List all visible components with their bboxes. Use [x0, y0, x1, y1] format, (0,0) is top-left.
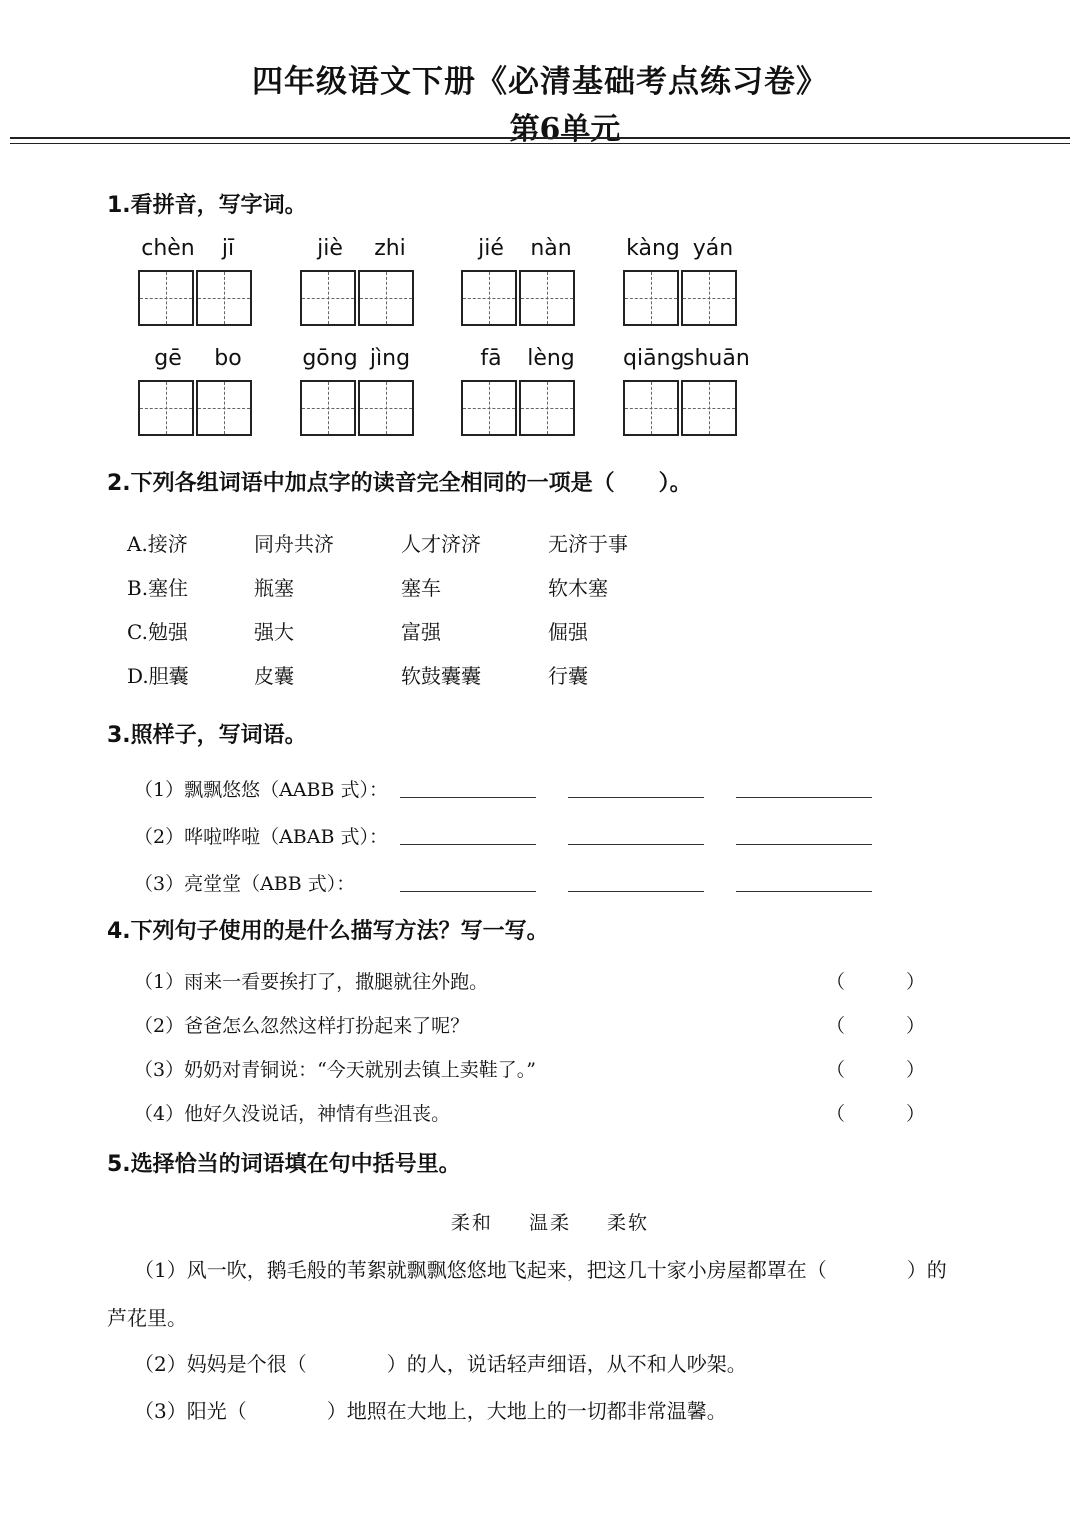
- q3-item: （3）亮堂堂（ABB 式）：: [134, 873, 356, 895]
- answer-blank[interactable]: [736, 891, 872, 892]
- pinyin: nàn: [530, 236, 572, 261]
- pinyin: yán: [692, 236, 734, 261]
- pinyin: zhi: [374, 236, 406, 261]
- pinyin: shuān: [683, 346, 750, 371]
- pinyin-grid: [138, 230, 778, 450]
- answer-blank[interactable]: [400, 844, 536, 845]
- word-bank: [0, 1208, 1080, 1235]
- answer-paren-close[interactable]: ）: [906, 971, 926, 993]
- answer-blank[interactable]: [568, 844, 704, 845]
- pinyin-group: [138, 230, 258, 326]
- answer-blank[interactable]: [400, 797, 536, 798]
- tianzige-box[interactable]: [196, 380, 252, 436]
- pinyin: gōng: [302, 346, 358, 371]
- tianzige-box[interactable]: [623, 270, 679, 326]
- tianzige-box[interactable]: [461, 380, 517, 436]
- option-word: D.胆囊: [127, 664, 189, 688]
- q3-item: （2）哗啦哗啦（ABAB 式）：: [134, 826, 388, 848]
- answer-blank[interactable]: [736, 797, 872, 798]
- option-row-d[interactable]: [127, 660, 827, 690]
- pinyin: fā: [480, 346, 502, 371]
- option-word: B.塞住: [127, 576, 189, 600]
- answer-paren-close[interactable]: ）: [906, 1103, 926, 1125]
- option-word: A.接济: [127, 532, 188, 556]
- tianzige-box[interactable]: [461, 270, 517, 326]
- option-word: 行囊: [548, 664, 588, 688]
- q4-item: （1）雨来一看要挨打了，撒腿就往外跑。: [134, 971, 489, 993]
- q4-item: （3）奶奶对青铜说：“今天就别去镇上卖鞋了。”: [134, 1059, 537, 1081]
- q4-item: （2）爸爸怎么忽然这样打扮起来了呢？: [134, 1015, 470, 1037]
- pinyin: kàng: [626, 236, 680, 261]
- pinyin: jī: [221, 236, 235, 261]
- answer-paren-close[interactable]: ）: [906, 1015, 926, 1037]
- answer-paren-open[interactable]: （: [826, 1103, 846, 1125]
- pinyin-group: [461, 230, 581, 326]
- header-rule-thick: [10, 137, 1070, 139]
- tianzige-box[interactable]: [300, 380, 356, 436]
- tianzige-box[interactable]: [138, 380, 194, 436]
- tianzige-box[interactable]: [681, 380, 737, 436]
- option-word: 无济于事: [548, 532, 628, 556]
- answer-paren-close[interactable]: ）: [906, 1059, 926, 1081]
- pinyin-group: [623, 340, 750, 436]
- answer-blank[interactable]: [736, 844, 872, 845]
- tianzige-box[interactable]: [358, 270, 414, 326]
- sentence-2: （2）妈妈是个很（ ）的人，说话轻声细语，从不和人吵架。: [134, 1352, 747, 1376]
- pinyin-group: [300, 230, 420, 326]
- pinyin: qiāng: [623, 346, 685, 371]
- tianzige-box[interactable]: [196, 270, 252, 326]
- q4-item: （4）他好久没说话，神情有些沮丧。: [134, 1103, 451, 1125]
- option-word: 同舟共济: [254, 532, 334, 556]
- pinyin-group: [461, 340, 581, 436]
- pinyin: jiè: [317, 236, 343, 261]
- option-word: 软木塞: [548, 576, 608, 600]
- answer-paren-open[interactable]: （: [826, 1015, 846, 1037]
- word-choice: 柔和: [450, 1212, 493, 1234]
- pinyin-group: [138, 340, 258, 436]
- option-word: C.勉强: [127, 620, 188, 644]
- pinyin: gē: [154, 346, 182, 371]
- answer-blank[interactable]: [568, 797, 704, 798]
- option-word: 皮囊: [254, 664, 294, 688]
- tianzige-box[interactable]: [138, 270, 194, 326]
- pinyin: jié: [478, 236, 504, 261]
- option-row-a[interactable]: [127, 528, 827, 558]
- word-choice: 柔软: [607, 1212, 650, 1234]
- answer-paren-open[interactable]: （: [826, 971, 846, 993]
- answer-paren-open[interactable]: （: [826, 1059, 846, 1081]
- pinyin: chèn: [141, 236, 195, 261]
- answer-blank[interactable]: [400, 891, 536, 892]
- option-word: 塞车: [401, 576, 441, 600]
- pinyin: lèng: [527, 346, 575, 371]
- tianzige-box[interactable]: [623, 380, 679, 436]
- tianzige-box[interactable]: [519, 380, 575, 436]
- tianzige-box[interactable]: [519, 270, 575, 326]
- word-choice: 温柔: [528, 1212, 571, 1234]
- q2-heading: 2.下列各组词语中加点字的读音完全相同的一项是（ ）。: [107, 471, 692, 496]
- q3-heading: 3.照样子，写词语。: [107, 723, 307, 748]
- option-word: 富强: [401, 620, 441, 644]
- sentence-1-continued: 芦花里。: [107, 1306, 187, 1330]
- tianzige-box[interactable]: [300, 270, 356, 326]
- option-row-b[interactable]: [127, 572, 827, 602]
- option-word: 强大: [254, 620, 294, 644]
- sentence-3: （3）阳光（ ）地照在大地上，大地上的一切都非常温馨。: [134, 1399, 727, 1423]
- option-word: 软鼓囊囊: [401, 664, 481, 688]
- q1-heading: 1.看拼音，写字词。: [107, 193, 307, 218]
- pinyin: bo: [214, 346, 242, 371]
- sentence-1: （1）风一吹，鹅毛般的苇絮就飘飘悠悠地飞起来，把这几十家小房屋都罩在（ ）的: [134, 1258, 947, 1282]
- q5-heading: 5.选择恰当的词语填在句中括号里。: [107, 1152, 461, 1177]
- option-row-c[interactable]: [127, 616, 827, 646]
- option-word: 人才济济: [401, 532, 481, 556]
- page-title: 四年级语文下册《必清基础考点练习卷》: [252, 64, 828, 100]
- pinyin-group: [300, 340, 420, 436]
- tianzige-box[interactable]: [681, 270, 737, 326]
- tianzige-box[interactable]: [358, 380, 414, 436]
- pinyin-group: [623, 230, 743, 326]
- answer-blank[interactable]: [568, 891, 704, 892]
- option-word: 倔强: [548, 620, 588, 644]
- q4-heading: 4.下列句子使用的是什么描写方法？写一写。: [107, 919, 549, 944]
- q3-item: （1）飘飘悠悠（AABB 式）：: [134, 779, 388, 801]
- unit-subtitle: 第6单元: [509, 112, 621, 147]
- option-word: 瓶塞: [254, 576, 294, 600]
- header-rule-thin: [10, 143, 1070, 144]
- pinyin: jìng: [369, 346, 411, 371]
